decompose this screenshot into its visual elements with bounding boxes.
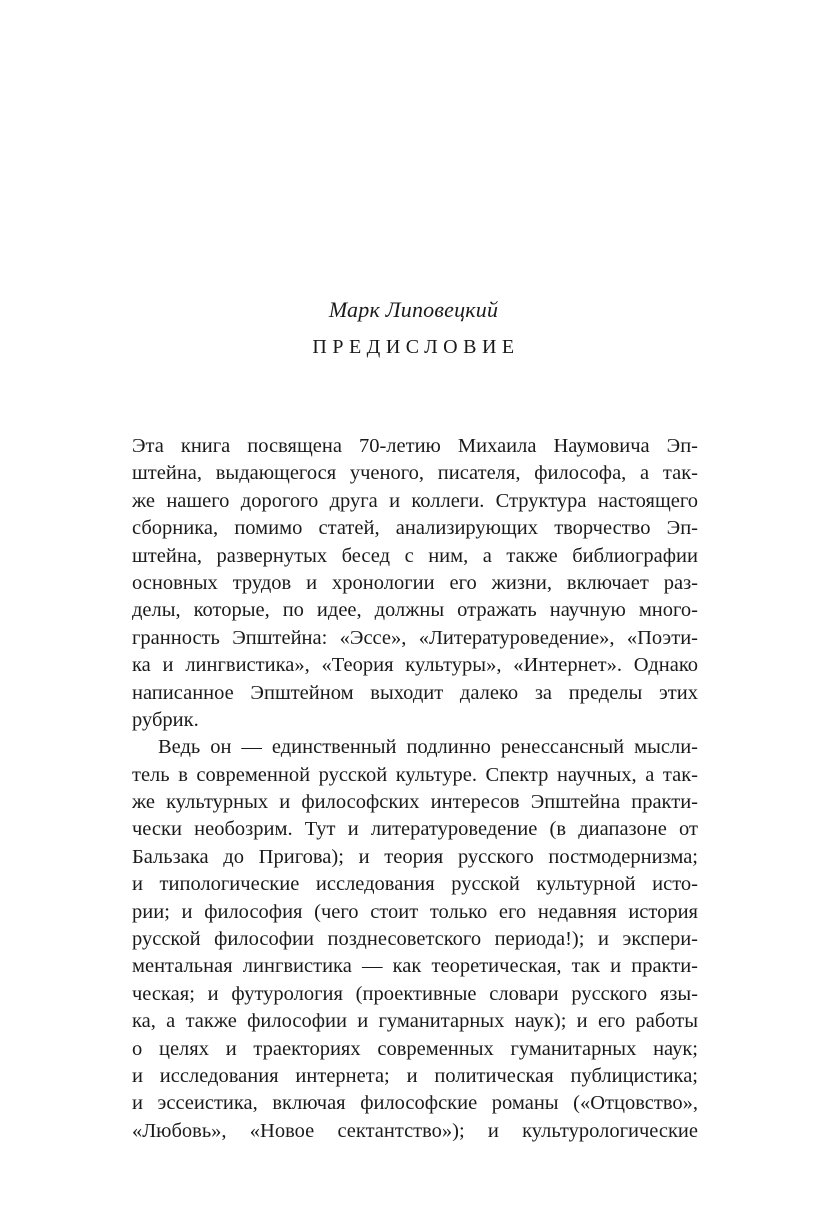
text-line: основных трудов и хронологии его жизни, включает раз- — [132, 571, 698, 594]
text-line: ческая; и футурология (проективные словари русского язы- — [132, 982, 698, 1005]
text-line: ка и лингвистика», «Теория культуры», «Интернет». Однако — [132, 654, 698, 677]
text-line: чески необозрим. Тут и литературоведение (в диапазоне от — [132, 818, 698, 841]
text-line: и эссеистика, включая философские романы («Отцовство», — [132, 1092, 698, 1115]
text-line: тель в современной русской культуре. Спектр научных, а так- — [132, 763, 698, 786]
text-line: же нашего дорогого друга и коллеги. Структура настоящего — [132, 489, 698, 512]
chapter-title: ПРЕДИСЛОВИЕ — [312, 336, 520, 358]
text-line: и типологические исследования русской культурной исто- — [132, 873, 698, 896]
text-line: о целях и траекториях современных гуманитарных наук; — [132, 1037, 698, 1060]
text-line: русской философии позднесоветского периода!); и экспери- — [132, 928, 698, 951]
text-line: штейна, выдающегося ученого, писателя, философа, а так- — [132, 462, 698, 485]
text-line: штейна, развернутых бесед с ним, а также библиографии — [132, 544, 698, 567]
text-line: рии; и философия (чего стоит только его недавняя история — [132, 900, 698, 923]
text-line: Бальзака до Пригова); и теория русского постмодернизма; — [132, 845, 698, 868]
text-line: гранность Эпштейна: «Эссе», «Литературоведение», «Поэти- — [132, 626, 698, 649]
paragraph-1 — [132, 433, 698, 734]
paragraph-2 — [132, 734, 698, 1145]
text-line: написанное Эпштейном выходит далеко за пределы этих — [132, 681, 698, 704]
text-line: и исследования интернета; и политическая публицистика; — [132, 1064, 698, 1087]
text-line: Эта книга посвящена 70-летию Михаила Наумовича Эп- — [132, 435, 698, 457]
text-line: делы, которые, по идее, должны отражать научную много- — [132, 599, 698, 622]
body-text — [132, 433, 698, 1145]
text-line: ментальная лингвистика — как теоретическая, так и практи- — [132, 955, 698, 978]
text-line: «Любовь», «Новое сектантство»); и культурологические — [132, 1119, 698, 1142]
text-line: сборника, помимо статей, анализирующих творчество Эп- — [132, 517, 698, 540]
text-line: же культурных и философских интересов Эпштейна практи- — [132, 791, 698, 814]
text-line: рубрик. — [132, 708, 199, 731]
text-line: Ведь он — единственный подлинно ренессансный мысли- — [158, 736, 698, 759]
text-line: ка, а также философии и гуманитарных наук); и его работы — [132, 1010, 698, 1033]
author-name: Марк Липовецкий — [328, 297, 499, 322]
